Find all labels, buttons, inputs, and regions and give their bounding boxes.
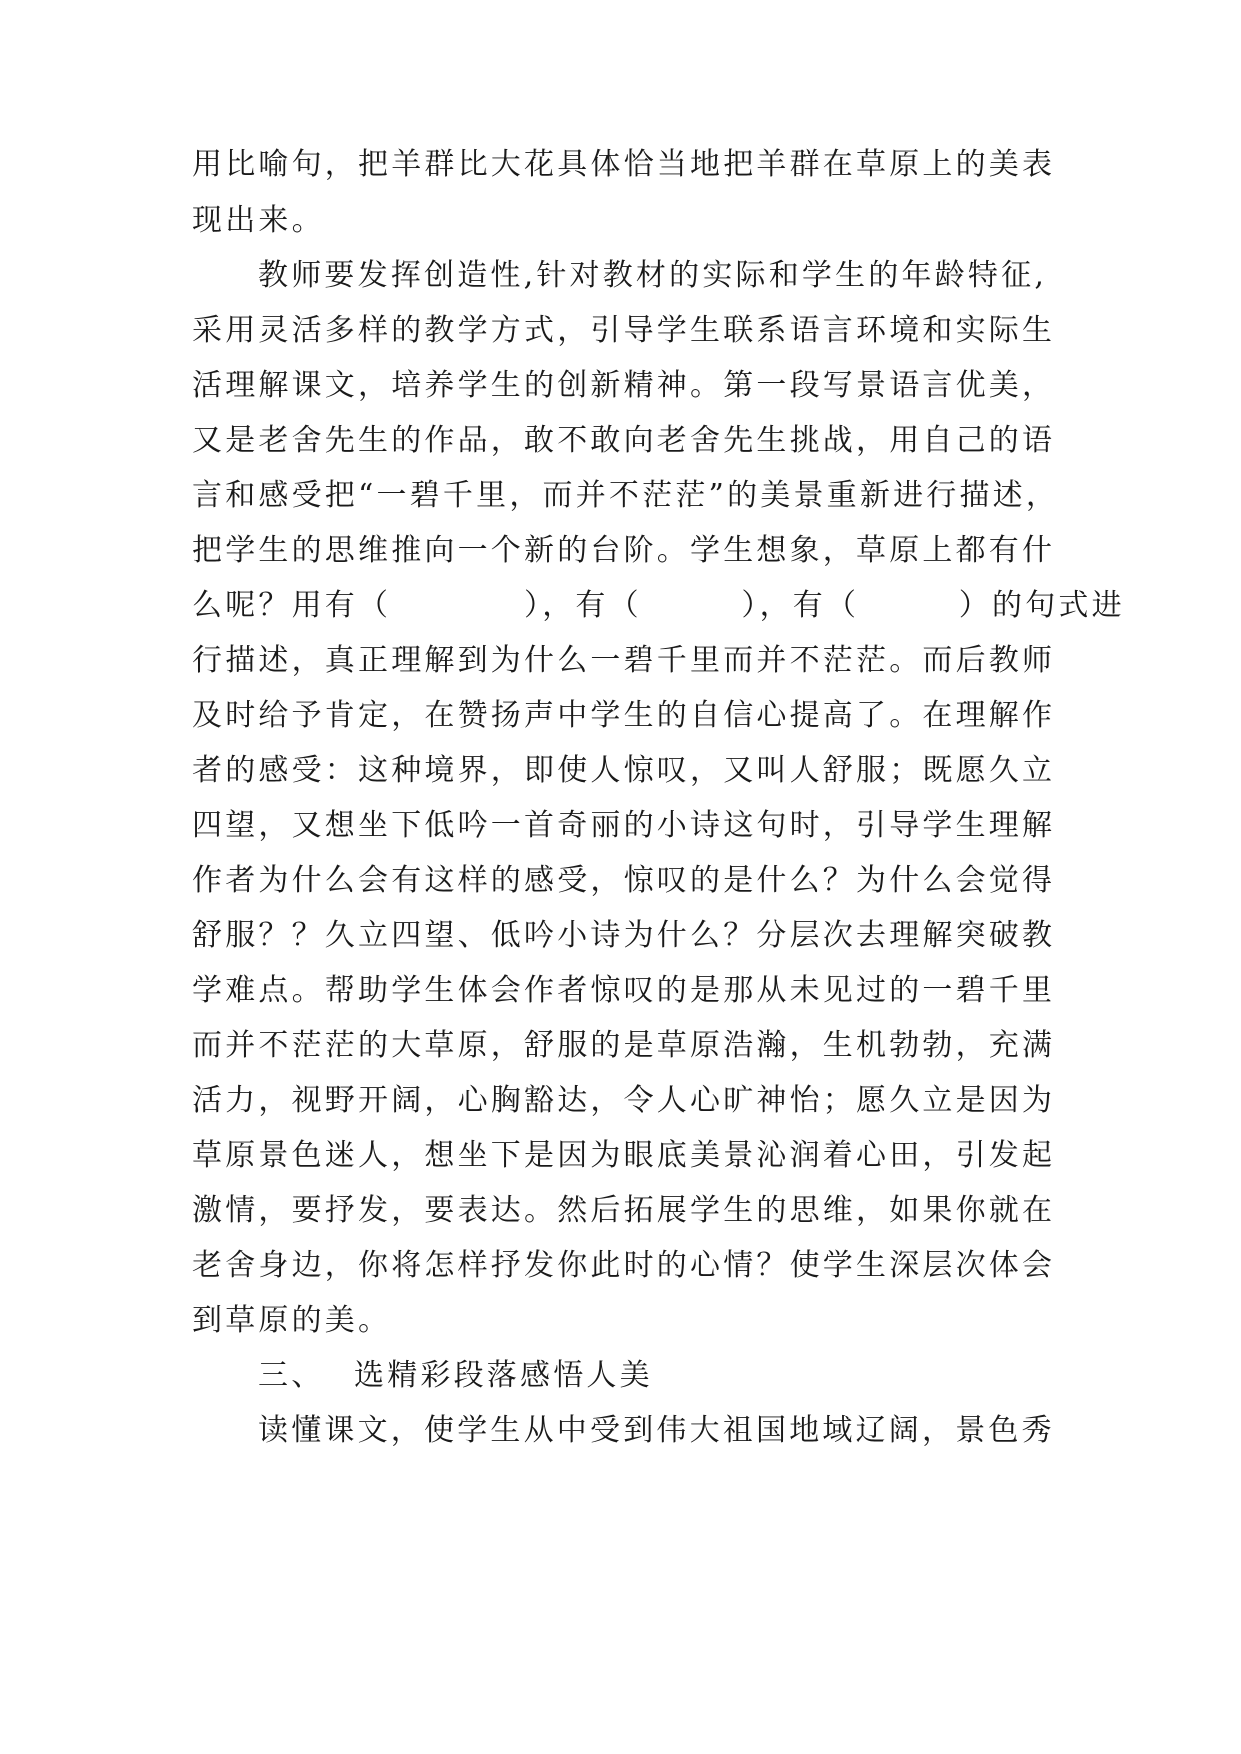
text-line: 行描述，真正理解到为什么一碧千里而并不茫茫。而后教师 [192, 643, 1056, 678]
section-heading [258, 1356, 653, 1396]
text-line: 采用灵活多样的教学方式，引导学生联系语言环境和实际生 [192, 313, 1056, 348]
section-title: 选精彩段落感悟人美 [354, 1358, 653, 1393]
text-line: 言和感受把“一碧千里，而并不茫茫”的美景重新进行描述， [192, 478, 1060, 513]
text-line: 活理解课文，培养学生的创新精神。第一段写景语言优美， [192, 368, 1056, 403]
text-line: 激情，要抒发，要表达。然后拓展学生的思维，如果你就在 [192, 1193, 1056, 1228]
text-line: 么呢？用有（ ），有（ ），有（ ）的句式进 [192, 588, 1125, 623]
text-line: 而并不茫茫的大草原，舒服的是草原浩瀚，生机勃勃，充满 [192, 1028, 1056, 1063]
text-line: 学难点。帮助学生体会作者惊叹的是那从未见过的一碧千里 [192, 973, 1056, 1008]
text-line: 者的感受：这种境界，即使人惊叹，又叫人舒服；既愿久立 [192, 753, 1056, 788]
paragraph-start-line: 读懂课文，使学生从中受到伟大祖国地域辽阔，景色秀 [258, 1413, 1055, 1448]
text-line: 草原景色迷人，想坐下是因为眼底美景沁润着心田，引发起 [192, 1138, 1056, 1173]
text-line: 舒服？？久立四望、低吟小诗为什么？分层次去理解突破教 [192, 918, 1056, 953]
text-line: 现出来。 [192, 203, 325, 238]
text-line: 及时给予肯定，在赞扬声中学生的自信心提高了。在理解作 [192, 698, 1056, 733]
text-line: 活力，视野开阔，心胸豁达，令人心旷神怡；愿久立是因为 [192, 1083, 1056, 1118]
text-line: 用比喻句，把羊群比大花具体恰当地把羊群在草原上的美表 [192, 147, 1056, 182]
text-line: 四望，又想坐下低吟一首奇丽的小诗这句时，引导学生理解 [192, 808, 1056, 843]
text-line: 老舍身边，你将怎样抒发你此时的心情？使学生深层次体会 [192, 1248, 1056, 1283]
text-line: 把学生的思维推向一个新的台阶。学生想象，草原上都有什 [192, 533, 1056, 568]
paragraph-start-line: 教师要发挥创造性,针对教材的实际和学生的年龄特征, [258, 258, 1048, 293]
text-line: 又是老舍先生的作品，敢不敢向老舍先生挑战，用自己的语 [192, 423, 1056, 458]
text-line: 作者为什么会有这样的感受，惊叹的是什么？为什么会觉得 [192, 863, 1056, 898]
section-number: 三、 [258, 1358, 325, 1393]
text-line: 到草原的美。 [192, 1303, 392, 1338]
